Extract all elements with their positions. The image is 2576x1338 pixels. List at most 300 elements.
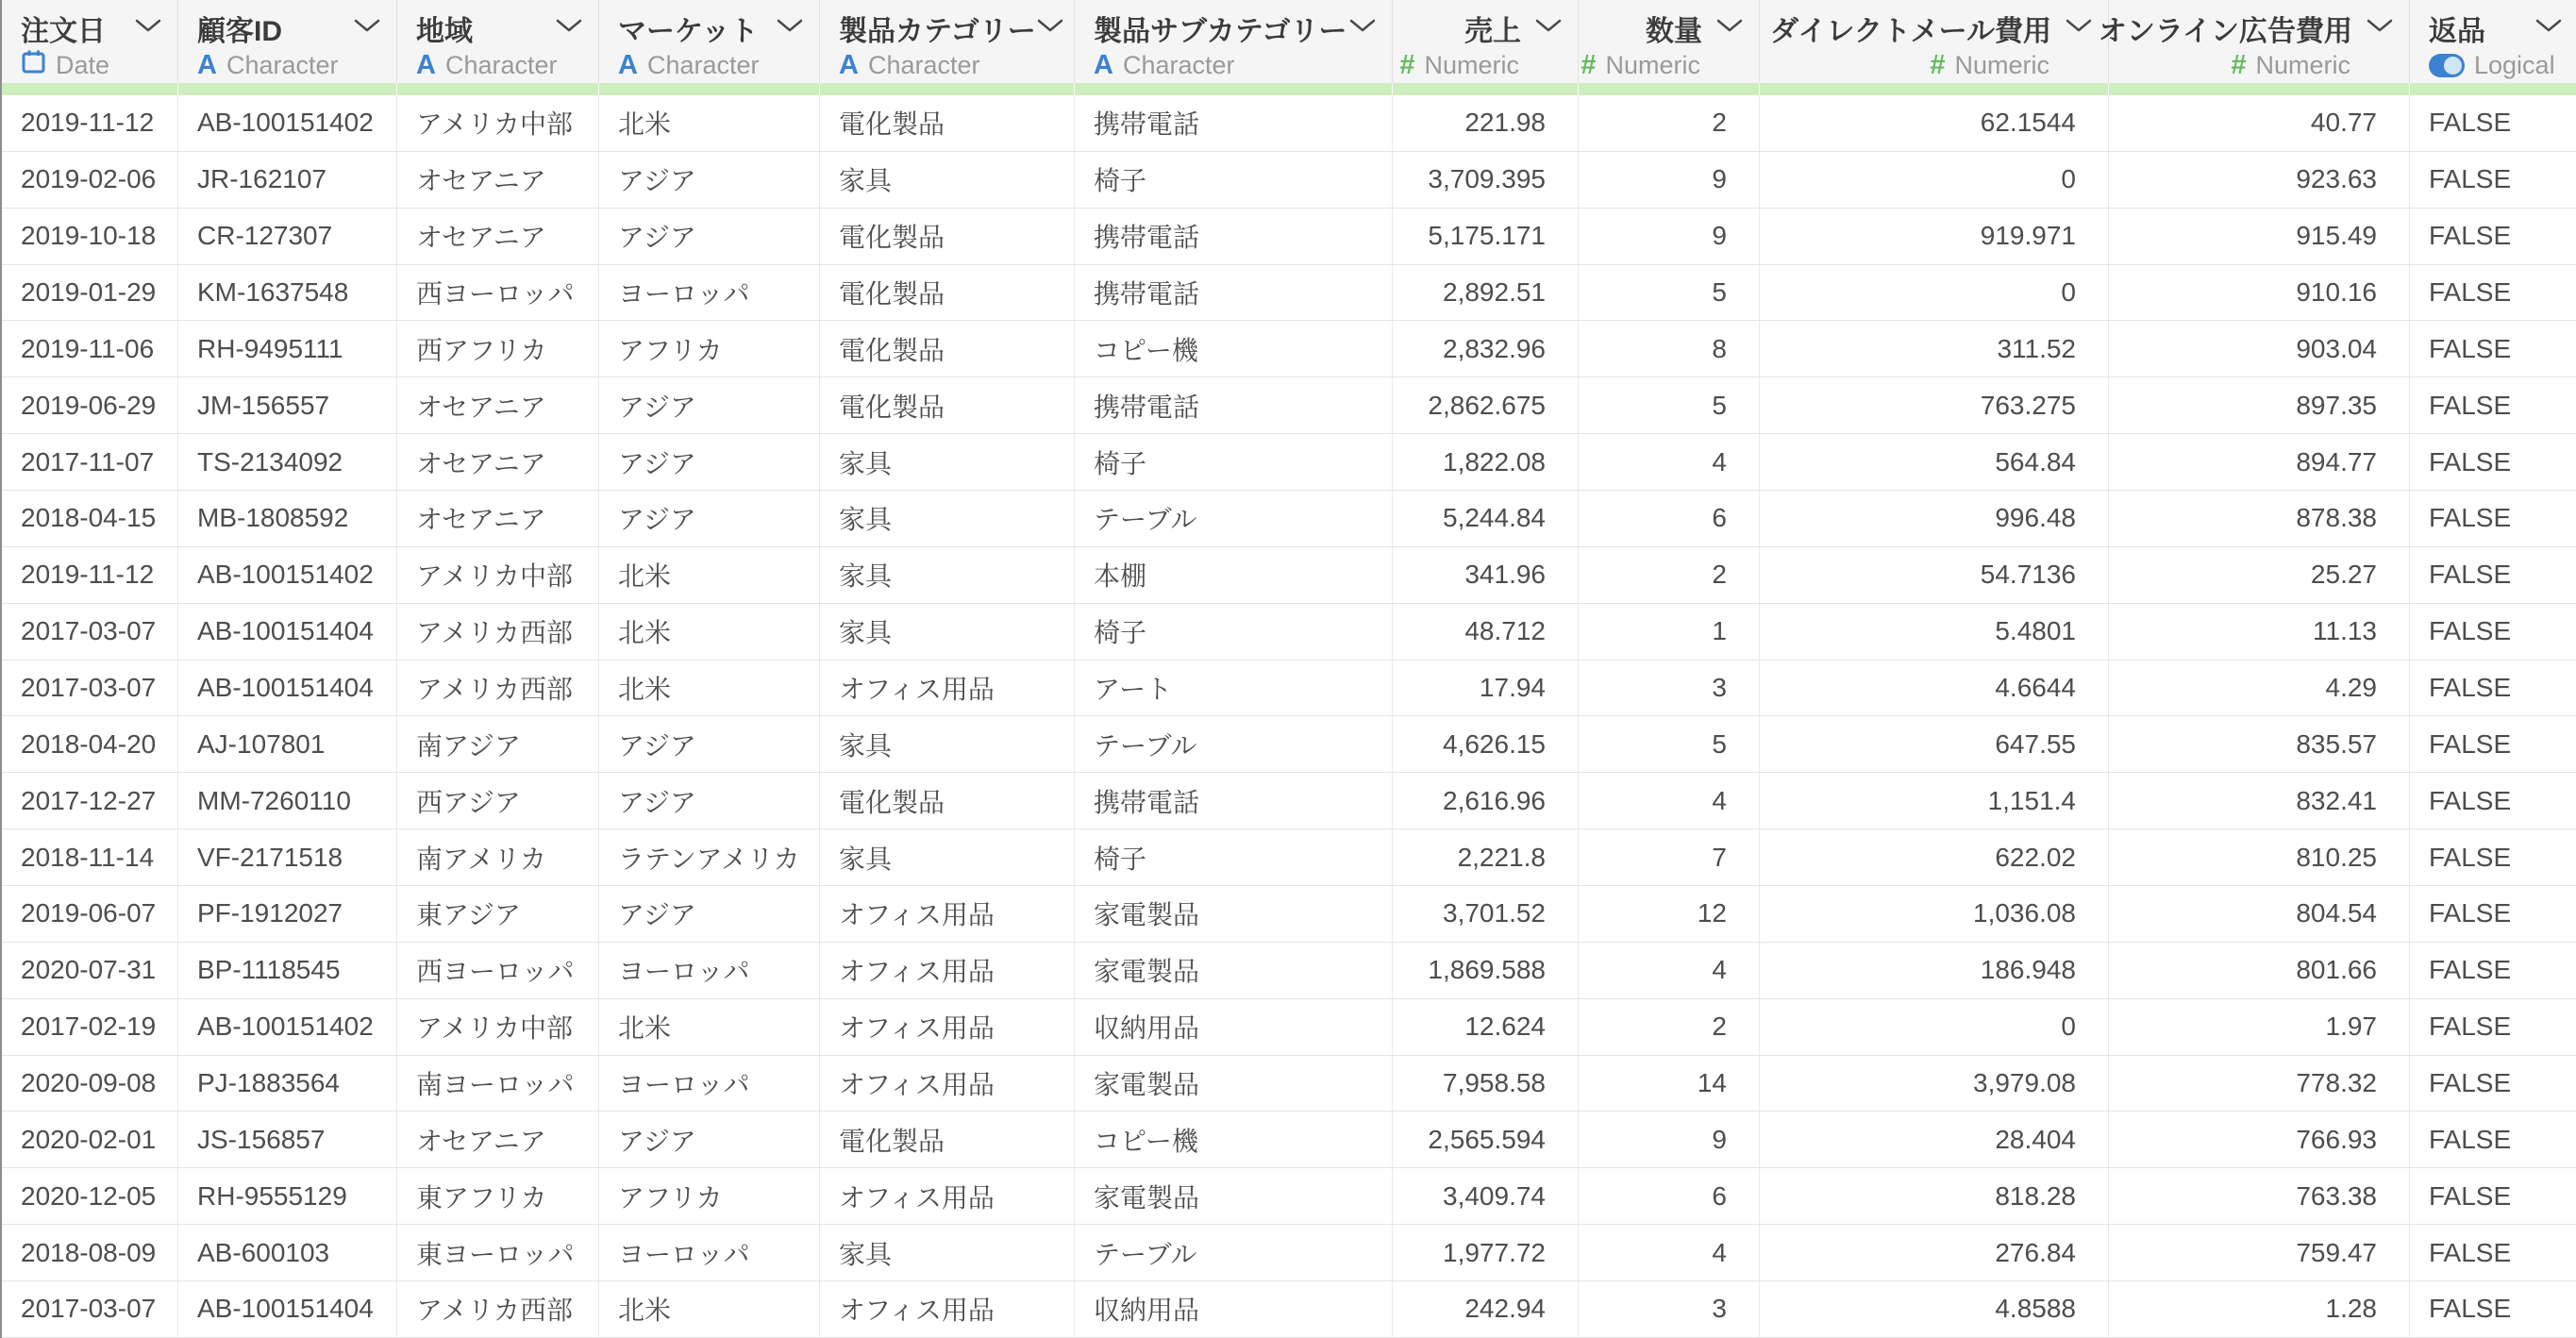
cell-region: オセアニア [397, 1112, 599, 1167]
column-header-market[interactable] [599, 0, 820, 83]
cell-sales: 17.94 [1393, 661, 1579, 716]
table-row [2, 1225, 2576, 1281]
cell-product-subcategory: 携帯電話 [1075, 773, 1393, 828]
cell-customer-id: TS-2134092 [178, 434, 397, 490]
header-underline-segment [599, 83, 820, 95]
cell-product-category: 家具 [820, 434, 1075, 490]
column-header-product-subcategory[interactable] [1075, 0, 1393, 83]
chevron-down-icon[interactable] [2366, 17, 2394, 39]
cell-order-date: 2018-04-15 [2, 491, 178, 546]
cell-order-date: 2018-04-20 [2, 716, 178, 772]
cell-sales: 1,977.72 [1393, 1225, 1579, 1280]
cell-product-subcategory: 収納用品 [1075, 1281, 1393, 1337]
header-underline-segment [2410, 83, 2576, 95]
cell-direct-mail-cost: 54.7136 [1760, 547, 2109, 603]
cell-sales: 12.624 [1393, 999, 1579, 1055]
character-a-icon: A [618, 49, 638, 80]
cell-product-subcategory: 椅子 [1075, 604, 1393, 660]
column-type-label: Numeric [1424, 50, 1519, 79]
table-row [2, 1168, 2576, 1225]
cell-customer-id: PF-1912027 [178, 886, 397, 942]
cell-region: アメリカ西部 [397, 661, 599, 716]
column-type-row [1581, 49, 1744, 81]
cell-quantity: 3 [1579, 1281, 1760, 1337]
cell-returned: FALSE [2429, 1237, 2512, 1267]
cell-market: アジア [599, 1112, 820, 1167]
cell-order-date: 2017-12-27 [2, 773, 178, 828]
column-header-returned[interactable] [2410, 0, 2576, 83]
cell-region: アメリカ中部 [397, 95, 599, 151]
cell-market: ラテンアメリカ [599, 829, 820, 885]
column-type-label: Numeric [1954, 50, 2049, 79]
cell-product-category: 電化製品 [820, 321, 1075, 376]
cell-market: アジア [599, 773, 820, 828]
cell-online-ad-cost: 1.28 [2109, 1281, 2410, 1337]
cell-quantity: 4 [1579, 434, 1760, 490]
table-row [2, 547, 2576, 604]
cell-returned: FALSE [2429, 560, 2512, 590]
column-header-region[interactable] [397, 0, 599, 83]
cell-region: 西アジア [397, 773, 599, 828]
cell-market: アジア [599, 377, 820, 433]
cell-order-date: 2020-09-08 [2, 1056, 178, 1112]
cell-online-ad-cost: 763.38 [2109, 1168, 2410, 1224]
cell-product-category: 家具 [820, 1225, 1075, 1280]
cell-customer-id: AB-100151404 [178, 1281, 397, 1337]
cell-returned: FALSE [2429, 446, 2512, 477]
cell-region: オセアニア [397, 434, 599, 490]
column-type-label: Character [444, 50, 558, 79]
column-title-row [21, 7, 162, 49]
cell-order-date: 2019-06-07 [2, 886, 178, 942]
header-underline-segment [397, 83, 599, 95]
cell-direct-mail-cost: 28.404 [1760, 1112, 2109, 1167]
table-row [2, 377, 2576, 434]
cell-product-category: オフィス用品 [820, 1281, 1075, 1337]
cell-sales: 1,869.588 [1393, 943, 1579, 998]
chevron-down-icon[interactable] [2065, 17, 2093, 39]
cell-online-ad-cost: 4.29 [2109, 661, 2410, 716]
cell-online-ad-cost: 897.35 [2109, 377, 2410, 433]
cell-sales: 2,221.8 [1393, 829, 1579, 885]
cell-customer-id: AB-100151402 [178, 95, 397, 151]
column-header-customer-id[interactable] [178, 0, 397, 83]
column-title: 売上 [1464, 15, 1521, 47]
cell-customer-id: AB-600103 [178, 1225, 397, 1280]
chevron-down-icon[interactable] [776, 17, 804, 39]
cell-product-subcategory: 家電製品 [1075, 943, 1393, 998]
cell-market: 北米 [599, 604, 820, 660]
cell-product-subcategory: 携帯電話 [1075, 95, 1393, 151]
cell-product-category: 電化製品 [820, 377, 1075, 433]
hash-icon: # [1581, 49, 1597, 80]
cell-region: 南アメリカ [397, 829, 599, 885]
cell-product-subcategory: 携帯電話 [1075, 209, 1393, 264]
character-a-icon: A [197, 49, 217, 80]
chevron-down-icon[interactable] [555, 17, 583, 39]
header-underline-segment [1760, 83, 2109, 95]
column-title-row [197, 7, 381, 49]
cell-quantity: 2 [1579, 999, 1760, 1055]
column-header-online-ad-cost[interactable] [2098, 0, 2410, 83]
cell-sales: 5,175.171 [1393, 209, 1579, 264]
chevron-down-icon[interactable] [2534, 17, 2563, 39]
column-title: 返品 [2429, 15, 2485, 47]
column-title-row [2098, 7, 2394, 49]
column-header-order-date[interactable] [2, 0, 178, 83]
table-row [2, 661, 2576, 717]
column-title: 製品カテゴリー [839, 15, 1036, 47]
toggle-icon [2429, 54, 2465, 77]
column-type-label: Date [56, 50, 110, 79]
column-type-label: Logical [2474, 50, 2555, 79]
column-type-label: Numeric [2255, 50, 2350, 79]
cell-region: 西ヨーロッパ [397, 265, 599, 321]
cell-direct-mail-cost: 564.84 [1760, 434, 2109, 490]
cell-region: アメリカ中部 [397, 999, 599, 1055]
cell-sales: 2,616.96 [1393, 773, 1579, 828]
cell-quantity: 4 [1579, 1225, 1760, 1280]
cell-direct-mail-cost: 62.1544 [1760, 95, 2109, 151]
cell-product-category: 電化製品 [820, 209, 1075, 264]
table-row [2, 491, 2576, 547]
cell-returned: FALSE [2429, 955, 2512, 985]
character-a-icon: A [416, 49, 436, 80]
cell-product-subcategory: 家電製品 [1075, 886, 1393, 942]
cell-returned: FALSE [2429, 390, 2512, 420]
column-type-row [1094, 49, 1377, 81]
table-row [2, 321, 2576, 377]
cell-sales: 7,958.58 [1393, 1056, 1579, 1112]
header-underline-segment [1393, 83, 1579, 95]
table-row [2, 1112, 2576, 1168]
cell-market: アフリカ [599, 1168, 820, 1224]
cell-direct-mail-cost: 3,979.08 [1760, 1056, 2109, 1112]
cell-customer-id: RH-9495111 [178, 321, 397, 376]
table-row [2, 1056, 2576, 1112]
cell-customer-id: JM-156557 [178, 377, 397, 433]
table-row [2, 604, 2576, 661]
cell-online-ad-cost: 801.66 [2109, 943, 2410, 998]
cell-direct-mail-cost: 919.971 [1760, 209, 2109, 264]
cell-direct-mail-cost: 996.48 [1760, 491, 2109, 546]
cell-order-date: 2019-01-29 [2, 265, 178, 321]
cell-product-subcategory: アート [1075, 661, 1393, 716]
table-row [2, 716, 2576, 773]
cell-customer-id: AB-100151402 [178, 547, 397, 603]
cell-order-date: 2019-11-06 [2, 321, 178, 376]
cell-customer-id: AB-100151402 [178, 999, 397, 1055]
cell-customer-id: PJ-1883564 [178, 1056, 397, 1112]
cell-returned: FALSE [2429, 616, 2512, 646]
cell-market: 北米 [599, 999, 820, 1055]
cell-order-date: 2020-02-01 [2, 1112, 178, 1167]
column-type-row [197, 49, 381, 81]
cell-customer-id: BP-1118545 [178, 943, 397, 998]
cell-market: アジア [599, 716, 820, 772]
cell-market: アジア [599, 434, 820, 490]
column-title: 顧客ID [197, 15, 282, 47]
header-underline [2, 83, 2576, 95]
column-type-row [839, 49, 1059, 81]
column-type-label: Character [226, 50, 339, 79]
header-underline-segment [2, 83, 178, 95]
cell-sales: 2,565.594 [1393, 1112, 1579, 1167]
cell-quantity: 1 [1579, 604, 1760, 660]
cell-direct-mail-cost: 4.6644 [1760, 661, 2109, 716]
cell-returned: FALSE [2429, 221, 2512, 251]
cell-quantity: 9 [1579, 1112, 1760, 1167]
hash-icon: # [1399, 49, 1415, 80]
cell-market: アジア [599, 209, 820, 264]
cell-quantity: 5 [1579, 265, 1760, 321]
cell-online-ad-cost: 810.25 [2109, 829, 2410, 885]
cell-online-ad-cost: 766.93 [2109, 1112, 2410, 1167]
cell-quantity: 2 [1579, 547, 1760, 603]
header-underline-segment [1075, 83, 1393, 95]
cell-customer-id: JS-156857 [178, 1112, 397, 1167]
cell-product-subcategory: コピー機 [1075, 321, 1393, 376]
header-underline-segment [2109, 83, 2410, 95]
cell-returned: FALSE [2429, 898, 2512, 928]
column-title: マーケット [618, 15, 759, 47]
cell-quantity: 9 [1579, 209, 1760, 264]
cell-returned: FALSE [2429, 1068, 2512, 1098]
cell-region: アメリカ西部 [397, 1281, 599, 1337]
cell-direct-mail-cost: 0 [1760, 152, 2109, 208]
hash-icon: # [2231, 49, 2247, 80]
cell-online-ad-cost: 778.32 [2109, 1056, 2410, 1112]
cell-product-subcategory: 携帯電話 [1075, 377, 1393, 433]
column-title-row [1412, 7, 1563, 49]
cell-direct-mail-cost: 276.84 [1760, 1225, 2109, 1280]
cell-product-category: 電化製品 [820, 265, 1075, 321]
cell-quantity: 9 [1579, 152, 1760, 208]
cell-quantity: 4 [1579, 943, 1760, 998]
column-title-row [1770, 7, 2093, 49]
cell-product-subcategory: コピー機 [1075, 1112, 1393, 1167]
cell-quantity: 4 [1579, 773, 1760, 828]
cell-returned: FALSE [2429, 1012, 2512, 1042]
cell-direct-mail-cost: 647.55 [1760, 716, 2109, 772]
cell-customer-id: KM-1637548 [178, 265, 397, 321]
column-type-row [618, 49, 804, 81]
cell-sales: 242.94 [1393, 1281, 1579, 1337]
cell-region: 西ヨーロッパ [397, 943, 599, 998]
cell-online-ad-cost: 40.77 [2109, 95, 2410, 151]
cell-region: 南アジア [397, 716, 599, 772]
cell-market: アフリカ [599, 321, 820, 376]
cell-product-category: オフィス用品 [820, 943, 1075, 998]
cell-product-subcategory: テーブル [1075, 491, 1393, 546]
cell-returned: FALSE [2429, 333, 2512, 363]
chevron-down-icon[interactable] [1036, 17, 1064, 39]
table-row [2, 943, 2576, 999]
cell-market: ヨーロッパ [599, 943, 820, 998]
cell-product-subcategory: 収納用品 [1075, 999, 1393, 1055]
cell-sales: 48.712 [1393, 604, 1579, 660]
cell-online-ad-cost: 759.47 [2109, 1225, 2410, 1280]
cell-product-category: 家具 [820, 829, 1075, 885]
column-header-direct-mail-cost[interactable] [1760, 0, 2109, 83]
cell-product-subcategory: テーブル [1075, 1225, 1393, 1280]
cell-direct-mail-cost: 0 [1760, 999, 2109, 1055]
cell-customer-id: AJ-107801 [178, 716, 397, 772]
column-title-row [839, 7, 1059, 49]
column-type-row [2128, 49, 2394, 81]
cell-online-ad-cost: 25.27 [2109, 547, 2410, 603]
cell-market: 北米 [599, 1281, 820, 1337]
calendar-icon [21, 49, 46, 81]
column-type-row [1399, 49, 1563, 81]
cell-customer-id: VF-2171518 [178, 829, 397, 885]
cell-product-subcategory: テーブル [1075, 716, 1393, 772]
cell-quantity: 8 [1579, 321, 1760, 376]
column-type-label: Character [867, 50, 980, 79]
cell-returned: FALSE [2429, 1294, 2512, 1324]
cell-region: 東アフリカ [397, 1168, 599, 1224]
cell-sales: 221.98 [1393, 95, 1579, 151]
chevron-down-icon[interactable] [1534, 17, 1563, 39]
chevron-down-icon[interactable] [1348, 17, 1377, 39]
cell-order-date: 2020-12-05 [2, 1168, 178, 1224]
header-underline-segment [820, 83, 1075, 95]
cell-direct-mail-cost: 622.02 [1760, 829, 2109, 885]
cell-online-ad-cost: 894.77 [2109, 434, 2410, 490]
cell-market: 北米 [599, 661, 820, 716]
cell-returned: FALSE [2429, 673, 2512, 703]
cell-sales: 2,862.675 [1393, 377, 1579, 433]
cell-direct-mail-cost: 311.52 [1760, 321, 2109, 376]
cell-quantity: 6 [1579, 491, 1760, 546]
column-title: 地域 [416, 15, 473, 47]
header-underline-segment [1579, 83, 1760, 95]
cell-returned: FALSE [2429, 164, 2512, 194]
table-row [2, 773, 2576, 829]
chevron-down-icon[interactable] [1715, 17, 1744, 39]
cell-order-date: 2017-03-07 [2, 604, 178, 660]
cell-online-ad-cost: 903.04 [2109, 321, 2410, 376]
cell-order-date: 2017-11-07 [2, 434, 178, 490]
cell-sales: 2,892.51 [1393, 265, 1579, 321]
cell-sales: 2,832.96 [1393, 321, 1579, 376]
cell-product-subcategory: 椅子 [1075, 434, 1393, 490]
column-type-row [1779, 49, 2093, 81]
cell-sales: 1,822.08 [1393, 434, 1579, 490]
cell-order-date: 2017-03-07 [2, 661, 178, 716]
cell-product-category: オフィス用品 [820, 886, 1075, 942]
column-header-quantity[interactable] [1579, 0, 1760, 83]
cell-product-subcategory: 家電製品 [1075, 1168, 1393, 1224]
cell-returned: FALSE [2429, 842, 2512, 872]
column-header-sales[interactable] [1393, 0, 1579, 83]
cell-quantity: 12 [1579, 886, 1760, 942]
column-title-row [1094, 7, 1377, 49]
cell-order-date: 2020-07-31 [2, 943, 178, 998]
cell-returned: FALSE [2429, 1180, 2512, 1211]
cell-quantity: 3 [1579, 661, 1760, 716]
column-title-row [2429, 7, 2563, 49]
cell-order-date: 2019-11-12 [2, 95, 178, 151]
cell-product-category: オフィス用品 [820, 1168, 1075, 1224]
cell-order-date: 2019-10-18 [2, 209, 178, 264]
cell-direct-mail-cost: 186.948 [1760, 943, 2109, 998]
cell-region: 西アフリカ [397, 321, 599, 376]
cell-region: オセアニア [397, 209, 599, 264]
cell-quantity: 2 [1579, 95, 1760, 151]
cell-order-date: 2017-03-07 [2, 1281, 178, 1337]
hash-icon: # [1930, 49, 1946, 80]
column-type-row [416, 49, 583, 81]
cell-market: ヨーロッパ [599, 1225, 820, 1280]
cell-online-ad-cost: 832.41 [2109, 773, 2410, 828]
cell-customer-id: MB-1808592 [178, 491, 397, 546]
cell-product-category: 電化製品 [820, 95, 1075, 151]
cell-product-category: オフィス用品 [820, 1056, 1075, 1112]
cell-direct-mail-cost: 0 [1760, 265, 2109, 321]
cell-region: オセアニア [397, 491, 599, 546]
cell-region: 東ヨーロッパ [397, 1225, 599, 1280]
cell-market: アジア [599, 152, 820, 208]
cell-returned: FALSE [2429, 728, 2512, 759]
cell-customer-id: RH-9555129 [178, 1168, 397, 1224]
cell-product-category: オフィス用品 [820, 999, 1075, 1055]
table-row [2, 999, 2576, 1056]
cell-product-category: 電化製品 [820, 1112, 1075, 1167]
chevron-down-icon[interactable] [134, 17, 162, 39]
cell-market: アジア [599, 491, 820, 546]
cell-product-subcategory: 本棚 [1075, 547, 1393, 603]
cell-direct-mail-cost: 1,036.08 [1760, 886, 2109, 942]
cell-direct-mail-cost: 4.8588 [1760, 1281, 2109, 1337]
column-type-row [2429, 49, 2563, 81]
cell-sales: 3,409.74 [1393, 1168, 1579, 1224]
cell-online-ad-cost: 11.13 [2109, 604, 2410, 660]
column-header-product-category[interactable] [820, 0, 1075, 83]
cell-order-date: 2019-02-06 [2, 152, 178, 208]
cell-returned: FALSE [2429, 1124, 2512, 1154]
cell-direct-mail-cost: 763.275 [1760, 377, 2109, 433]
cell-quantity: 6 [1579, 1168, 1760, 1224]
table-row [2, 95, 2576, 152]
cell-order-date: 2017-02-19 [2, 999, 178, 1055]
column-title: 数量 [1646, 15, 1702, 47]
column-type-label: Character [646, 50, 760, 79]
cell-online-ad-cost: 915.49 [2109, 209, 2410, 264]
cell-market: アジア [599, 886, 820, 942]
cell-returned: FALSE [2429, 503, 2512, 533]
column-title-row [1597, 7, 1744, 49]
column-title: オンライン広告費用 [2098, 15, 2352, 47]
cell-quantity: 7 [1579, 829, 1760, 885]
cell-market: 北米 [599, 95, 820, 151]
cell-product-category: オフィス用品 [820, 661, 1075, 716]
cell-direct-mail-cost: 1,151.4 [1760, 773, 2109, 828]
cell-customer-id: AB-100151404 [178, 604, 397, 660]
column-title: 注文日 [21, 15, 106, 47]
toggle-knob [2444, 57, 2462, 75]
table-row [2, 829, 2576, 886]
cell-online-ad-cost: 804.54 [2109, 886, 2410, 942]
table-row [2, 434, 2576, 491]
cell-product-category: 家具 [820, 716, 1075, 772]
column-type-label: Numeric [1605, 50, 1700, 79]
cell-customer-id: MM-7260110 [178, 773, 397, 828]
cell-customer-id: AB-100151404 [178, 661, 397, 716]
cell-order-date: 2019-06-29 [2, 377, 178, 433]
cell-returned: FALSE [2429, 108, 2512, 138]
chevron-down-icon[interactable] [353, 17, 381, 39]
